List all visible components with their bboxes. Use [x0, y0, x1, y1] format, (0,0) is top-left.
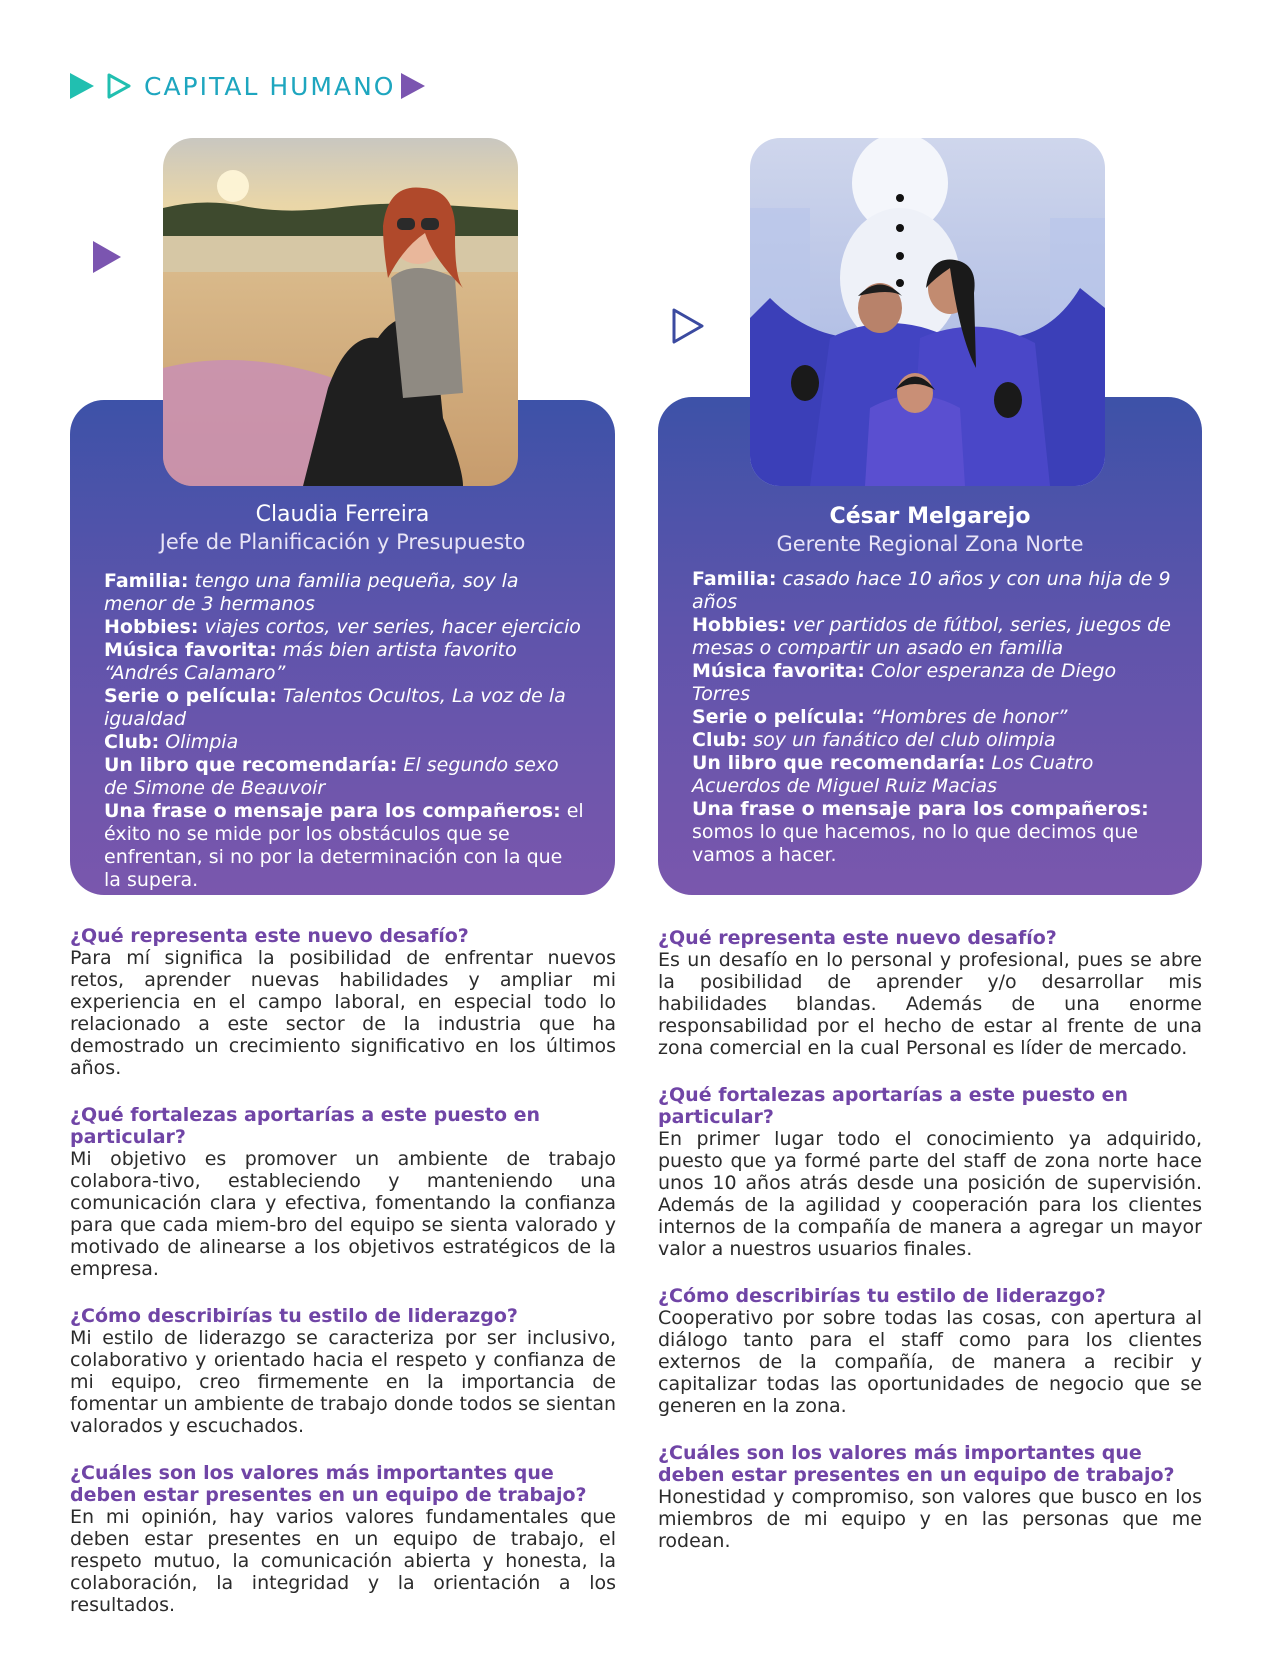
profile-facts	[104, 570, 584, 892]
question-heading: ¿Qué fortalezas aportarías a este puesto en particular?	[70, 1104, 541, 1148]
fact-item: Una frase o mensaje para los compañeros: somos lo que hacemos, no lo que decimos que vamos a hacer.	[692, 798, 1149, 866]
play-outline-icon	[670, 306, 706, 350]
qa-section-left	[70, 925, 616, 1641]
profile-facts	[692, 568, 1176, 867]
person-name: Claudia Ferreira	[255, 502, 430, 527]
answer-text: Para mí significa la posibilidad de enfrentar nuevos retos, aprender nuevas habilidades y ampliar mi experiencia en el campo laboral, en especial todo lo relacionado a este sector de la industria que ha demostrado un crecimiento significativo en los últimos años.	[70, 947, 616, 1079]
person-role: Jefe de Planificación y Presupuesto	[159, 530, 526, 554]
question-heading: ¿Cómo describirías tu estilo de liderazgo?	[658, 1285, 1106, 1307]
question-heading: ¿Cuáles son los valores más importantes que deben estar presentes en un equipo de trabajo?	[658, 1442, 1175, 1486]
fact-item: Música favorita: más bien artista favorito “Andrés Calamaro”	[104, 639, 517, 684]
play-filled-purple-icon	[401, 73, 425, 99]
question-heading: ¿Cómo describirías tu estilo de liderazgo?	[70, 1305, 518, 1327]
fact-item: Música favorita: Color esperanza de Diego Torres	[692, 660, 1117, 705]
question-heading: ¿Qué representa este nuevo desafío?	[70, 925, 469, 947]
play-filled-icon	[70, 73, 94, 99]
answer-text: Es un desafío en lo personal y profesional, pues se abre la posibilidad de aprender y/o desarrollar mis habilidades blandas. Además de una enorme responsabilidad por el hecho de estar al frente de una zona comercial en la cual Personal es líder de mercado.	[658, 949, 1202, 1059]
question-heading: ¿Qué fortalezas aportarías a este puesto en particular?	[658, 1084, 1129, 1128]
question-heading: ¿Cuáles son los valores más importantes que deben estar presentes en un equipo de trabajo?	[70, 1462, 587, 1506]
question-heading: ¿Qué representa este nuevo desafío?	[658, 927, 1057, 949]
fact-item: Un libro que recomendaría: El segundo sexo de Simone de Beauvoir	[104, 754, 559, 799]
fact-item: Club: soy un fanático del club olimpia	[692, 729, 1056, 751]
person-name: César Melgarejo	[829, 504, 1031, 529]
fact-item: Hobbies: viajes cortos, ver series, hacer ejercicio	[104, 616, 581, 638]
answer-text: En mi opinión, hay varios valores fundamentales que deben estar presentes en un equipo de trabajo, el respeto mutuo, la comunicación abierta y honesta, la colaboración, la integridad y la orientación a los resultados.	[70, 1506, 616, 1616]
answer-text: Cooperativo por sobre todas las cosas, con apertura al diálogo tanto para el staff como para los clientes externos de la compañía, de manera a recibir y capitalizar todas las oportunidades de negocio que se generen en la zona.	[658, 1307, 1202, 1417]
answer-text: Mi estilo de liderazgo se caracteriza por ser inclusivo, colaborativo y orientado hacia el respeto y confianza de mi equipo, creo firmemente en la importancia de fomentar un ambiente de trabajo donde todos se sientan valorados y escuchados.	[70, 1327, 616, 1437]
family-photo-snow	[750, 138, 1105, 486]
fact-item: Club: Olimpia	[104, 731, 239, 753]
answer-text: En primer lugar todo el conocimiento ya adquirido, puesto que ya formé parte del staff de zona norte hace unos 10 años atrás desde una posición de supervisión. Además de la agilidad y cooperación para los clientes internos de la compañía de manera a agregar un mayor valor a nuestros usuarios finales.	[658, 1128, 1202, 1260]
fact-item: Familia: tengo una familia pequeña, soy la menor de 3 hermanos	[104, 570, 519, 615]
answer-text: Mi objetivo es promover un ambiente de trabajo colabora-tivo, estableciendo y manteniendo una comunicación clara y efectiva, fomentando la confianza para que cada miem-bro del equipo se sienta valorado y motivado de alinearse a los objetivos estratégicos de la empresa.	[70, 1148, 616, 1280]
fact-item: Serie o película: Talentos Ocultos, La voz de la igualdad	[104, 685, 566, 730]
play-outline-icon	[106, 72, 132, 100]
section-header	[70, 68, 425, 104]
fact-item: Serie o película: “Hombres de honor”	[692, 706, 1068, 728]
fact-item: Un libro que recomendaría: Los Cuatro Acuerdos de Miguel Ruiz Macias	[692, 752, 1094, 797]
fact-item: Una frase o mensaje para los compañeros: el éxito no se mide por los obstáculos que se enfrentan, si no por la determinación con la que la supera.	[104, 800, 584, 891]
play-filled-purple-icon	[91, 239, 123, 279]
fact-item: Familia: casado hace 10 años y con una hija de 9 años	[692, 568, 1171, 613]
section-title: CAPITAL HUMANO	[144, 71, 396, 101]
fact-item: Hobbies: ver partidos de fútbol, series, juegos de mesas o compartir un asado en familia	[692, 614, 1171, 659]
answer-text: Honestidad y compromiso, son valores que busco en los miembros de mi equipo y en las personas que me rodean.	[658, 1486, 1202, 1552]
portrait-photo-beach	[163, 138, 518, 486]
person-role: Gerente Regional Zona Norte	[776, 532, 1084, 556]
qa-section-right	[658, 927, 1202, 1577]
